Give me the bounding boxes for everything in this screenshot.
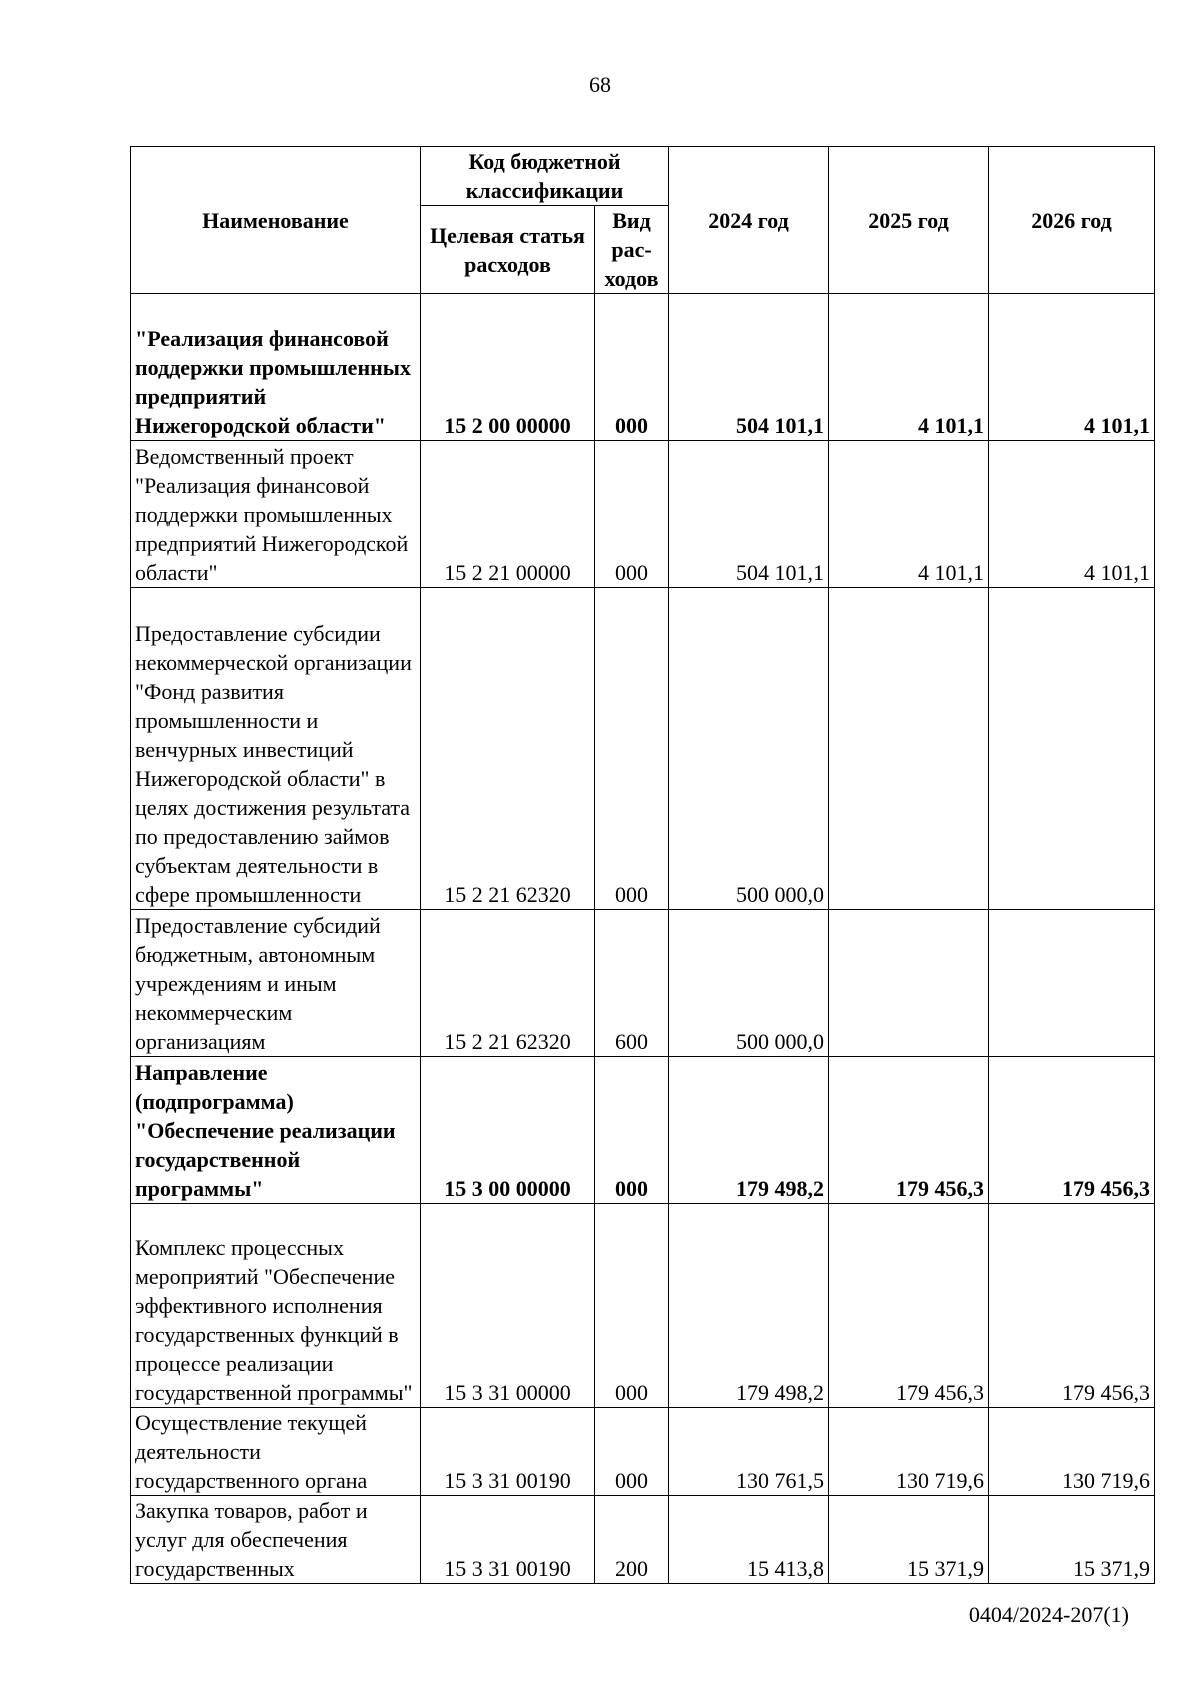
row-2024: 179 498,2 xyxy=(669,1057,829,1204)
row-2024: 504 101,1 xyxy=(669,294,829,441)
table-row xyxy=(131,910,1155,1057)
row-2025: 179 456,3 xyxy=(829,1057,989,1204)
row-2025 xyxy=(829,910,989,1057)
header-expense-type: Вид рас-ходов xyxy=(595,206,669,294)
row-name: "Реализация финансовой поддержки промышленных предприятий Нижегородской области" xyxy=(131,294,421,441)
table-row xyxy=(131,441,1155,588)
header-2024: 2024 год xyxy=(669,147,829,294)
row-2026: 4 101,1 xyxy=(989,441,1155,588)
row-target-item: 15 2 21 62320 xyxy=(421,910,595,1057)
budget-table xyxy=(130,146,1155,1584)
row-2024: 500 000,0 xyxy=(669,910,829,1057)
row-target-item: 15 2 21 62320 xyxy=(421,588,595,910)
row-target-item: 15 2 00 00000 xyxy=(421,294,595,441)
row-expense-type: 600 xyxy=(595,910,669,1057)
table-row xyxy=(131,1204,1155,1408)
header-name: Наименование xyxy=(131,147,421,294)
row-2026: 15 371,9 xyxy=(989,1496,1155,1584)
row-2024: 15 413,8 xyxy=(669,1496,829,1584)
document-id: 0404/2024-207(1) xyxy=(968,1602,1129,1627)
row-expense-type: 200 xyxy=(595,1496,669,1584)
row-name: Предоставление субсидий бюджетным, автономным учреждениям и иным некоммерческим организациям xyxy=(131,910,421,1057)
row-expense-type: 000 xyxy=(595,1204,669,1408)
header-target-item: Целевая статья расходов xyxy=(421,206,595,294)
table-row xyxy=(131,1496,1155,1584)
row-2026: 179 456,3 xyxy=(989,1204,1155,1408)
row-2025: 15 371,9 xyxy=(829,1496,989,1584)
row-2026: 179 456,3 xyxy=(989,1057,1155,1204)
row-2024: 130 761,5 xyxy=(669,1408,829,1496)
table-row xyxy=(131,294,1155,441)
row-2026: 4 101,1 xyxy=(989,294,1155,441)
row-2025: 179 456,3 xyxy=(829,1204,989,1408)
header-2026: 2026 год xyxy=(989,147,1155,294)
row-2025 xyxy=(829,588,989,910)
row-name: Ведомственный проект "Реализация финансовой поддержки промышленных предприятий Нижегородской области" xyxy=(131,441,421,588)
row-name: Закупка товаров, работ и услуг для обеспечения государственных xyxy=(131,1496,421,1584)
row-target-item: 15 2 21 00000 xyxy=(421,441,595,588)
row-expense-type: 000 xyxy=(595,588,669,910)
page-number: 68 xyxy=(589,72,611,97)
row-target-item: 15 3 31 00190 xyxy=(421,1496,595,1584)
row-2024: 504 101,1 xyxy=(669,441,829,588)
header-classification: Код бюджетной классификации xyxy=(421,147,669,206)
row-2025: 4 101,1 xyxy=(829,441,989,588)
table-row xyxy=(131,588,1155,910)
row-name: Направление (подпрограмма) "Обеспечение реализации государственной программы" xyxy=(131,1057,421,1204)
row-2024: 500 000,0 xyxy=(669,588,829,910)
row-expense-type: 000 xyxy=(595,294,669,441)
row-2025: 130 719,6 xyxy=(829,1408,989,1496)
table-row xyxy=(131,1408,1155,1496)
row-2024: 179 498,2 xyxy=(669,1204,829,1408)
table-row xyxy=(131,1057,1155,1204)
row-2026 xyxy=(989,588,1155,910)
row-name: Осуществление текущей деятельности государственного органа xyxy=(131,1408,421,1496)
row-target-item: 15 3 31 00190 xyxy=(421,1408,595,1496)
row-name: Предоставление субсидии некоммерческой организации "Фонд развития промышленности и венчурных инвестиций Нижегородской области" в целях достижения результата по предоставлению займов субъектам деятельности в сфере промышленности xyxy=(131,588,421,910)
row-2026: 130 719,6 xyxy=(989,1408,1155,1496)
row-2026 xyxy=(989,910,1155,1057)
row-expense-type: 000 xyxy=(595,1408,669,1496)
header-2025: 2025 год xyxy=(829,147,989,294)
row-target-item: 15 3 31 00000 xyxy=(421,1204,595,1408)
row-2025: 4 101,1 xyxy=(829,294,989,441)
row-expense-type: 000 xyxy=(595,1057,669,1204)
row-name: Комплекс процессных мероприятий "Обеспечение эффективного исполнения государственных функций в процессе реализации государственной программы" xyxy=(131,1204,421,1408)
row-target-item: 15 3 00 00000 xyxy=(421,1057,595,1204)
row-expense-type: 000 xyxy=(595,441,669,588)
